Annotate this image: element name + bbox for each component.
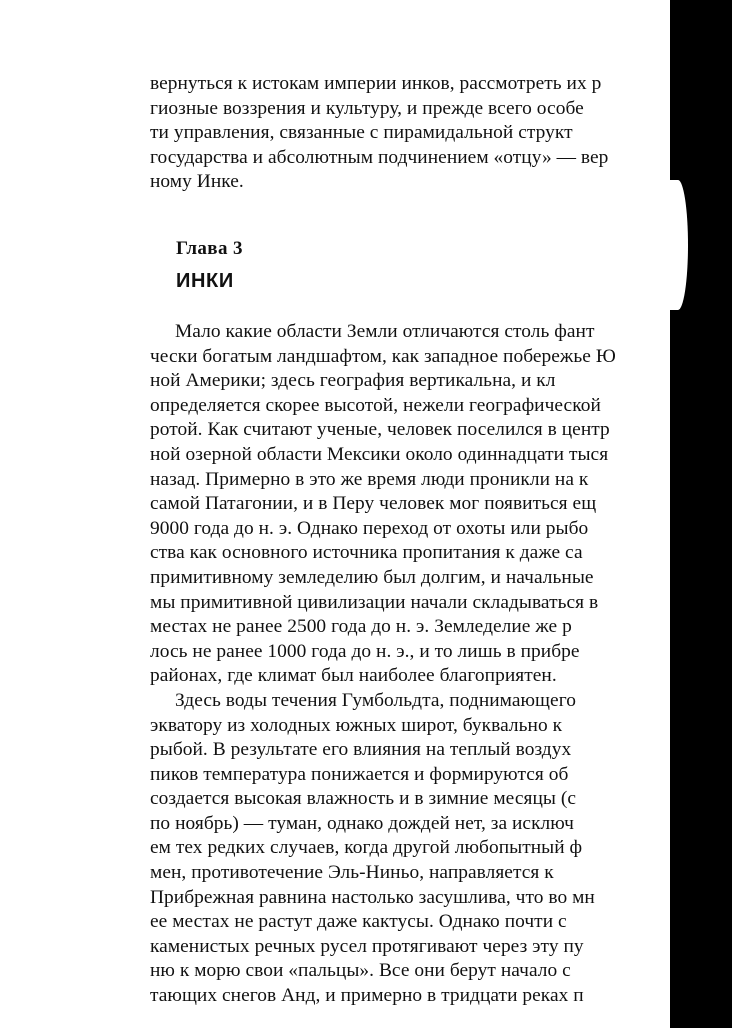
scan-edge-notch xyxy=(668,180,688,310)
text-line: пиков температура понижается и формируются об xyxy=(150,763,569,785)
text-line: определяется скорее высотой, нежели географической xyxy=(150,394,601,416)
text-line: Мало какие области Земли отличаются столь фант xyxy=(175,321,595,342)
text-line: ню к морю свои «пальцы». Все они берут начало с xyxy=(150,960,571,982)
scan-dark-edge xyxy=(670,0,732,1028)
text-line: Прибрежная равнина настолько засушлива, что во мн xyxy=(150,886,595,908)
text-line: по ноябрь) — туман, однако дождей нет, за исключ xyxy=(150,812,574,834)
chapter-label: Глава 3 xyxy=(176,238,243,259)
text-line: ной озерной области Мексики около одиннадцати тыся xyxy=(150,443,609,465)
text-line: ти управления, связанные с пирамидальной структ xyxy=(150,122,573,144)
text-line: ной Америки; здесь география вертикальна, и кл xyxy=(150,370,556,392)
text-line: 9000 года до н. э. Однако переход от охоты или рыбо xyxy=(150,517,589,539)
text-line: лось не ранее 1000 года до н. э., и то лишь в прибре xyxy=(150,640,580,662)
text-line: вернуться к истокам империи инков, рассмотреть их р xyxy=(150,73,602,94)
intro-paragraph xyxy=(150,72,732,195)
text-line: чески богатым ландшафтом, как западное побережье Ю xyxy=(150,345,616,367)
chapter-title: ИНКИ xyxy=(176,270,234,292)
text-line: самой Патагонии, и в Перу человек мог появиться ещ xyxy=(150,493,597,515)
text-line: ному Инке. xyxy=(150,171,244,193)
text-line: мы примитивной цивилизации начали складываться в xyxy=(150,591,599,613)
text-line: ее местах не растут даже кактусы. Однако почти с xyxy=(150,911,567,933)
text-line: ства как основного источника пропитания к даже са xyxy=(150,542,583,564)
text-line: назад. Примерно в это же время люди проникли на к xyxy=(150,468,589,490)
text-line: каменистых речных русел протягивают через эту пу xyxy=(150,935,584,957)
text-line: примитивному земледелию был долгим, и начальные xyxy=(150,566,594,588)
text-line: государства и абсолютным подчинением «отцу» — вер xyxy=(150,146,609,168)
text-line: гиозные воззрения и культуру, и прежде всего особе xyxy=(150,97,584,119)
text-line: рыбой. В результате его влияния на теплый воздух xyxy=(150,739,572,761)
chapter-body xyxy=(150,320,732,1009)
text-line: ем тех редких случаев, когда другой любопытный ф xyxy=(150,837,583,859)
text-line: экватору из холодных южных широт, буквально к xyxy=(150,714,563,736)
text-line: районах, где климат был наиболее благоприятен. xyxy=(150,665,557,687)
text-line: ротой. Как считают ученые, человек поселился в центр xyxy=(150,419,610,441)
text-line: тающих снегов Анд, и примерно в тридцати реках п xyxy=(150,985,584,1007)
text-line: местах не ранее 2500 года до н. э. Земледелие же р xyxy=(150,616,572,638)
text-line: создается высокая влажность и в зимние месяцы (с xyxy=(150,788,577,810)
text-line: Здесь воды течения Гумбольдта, поднимающего xyxy=(175,689,576,711)
text-line: мен, противотечение Эль-Ниньо, направляется к xyxy=(150,862,554,884)
